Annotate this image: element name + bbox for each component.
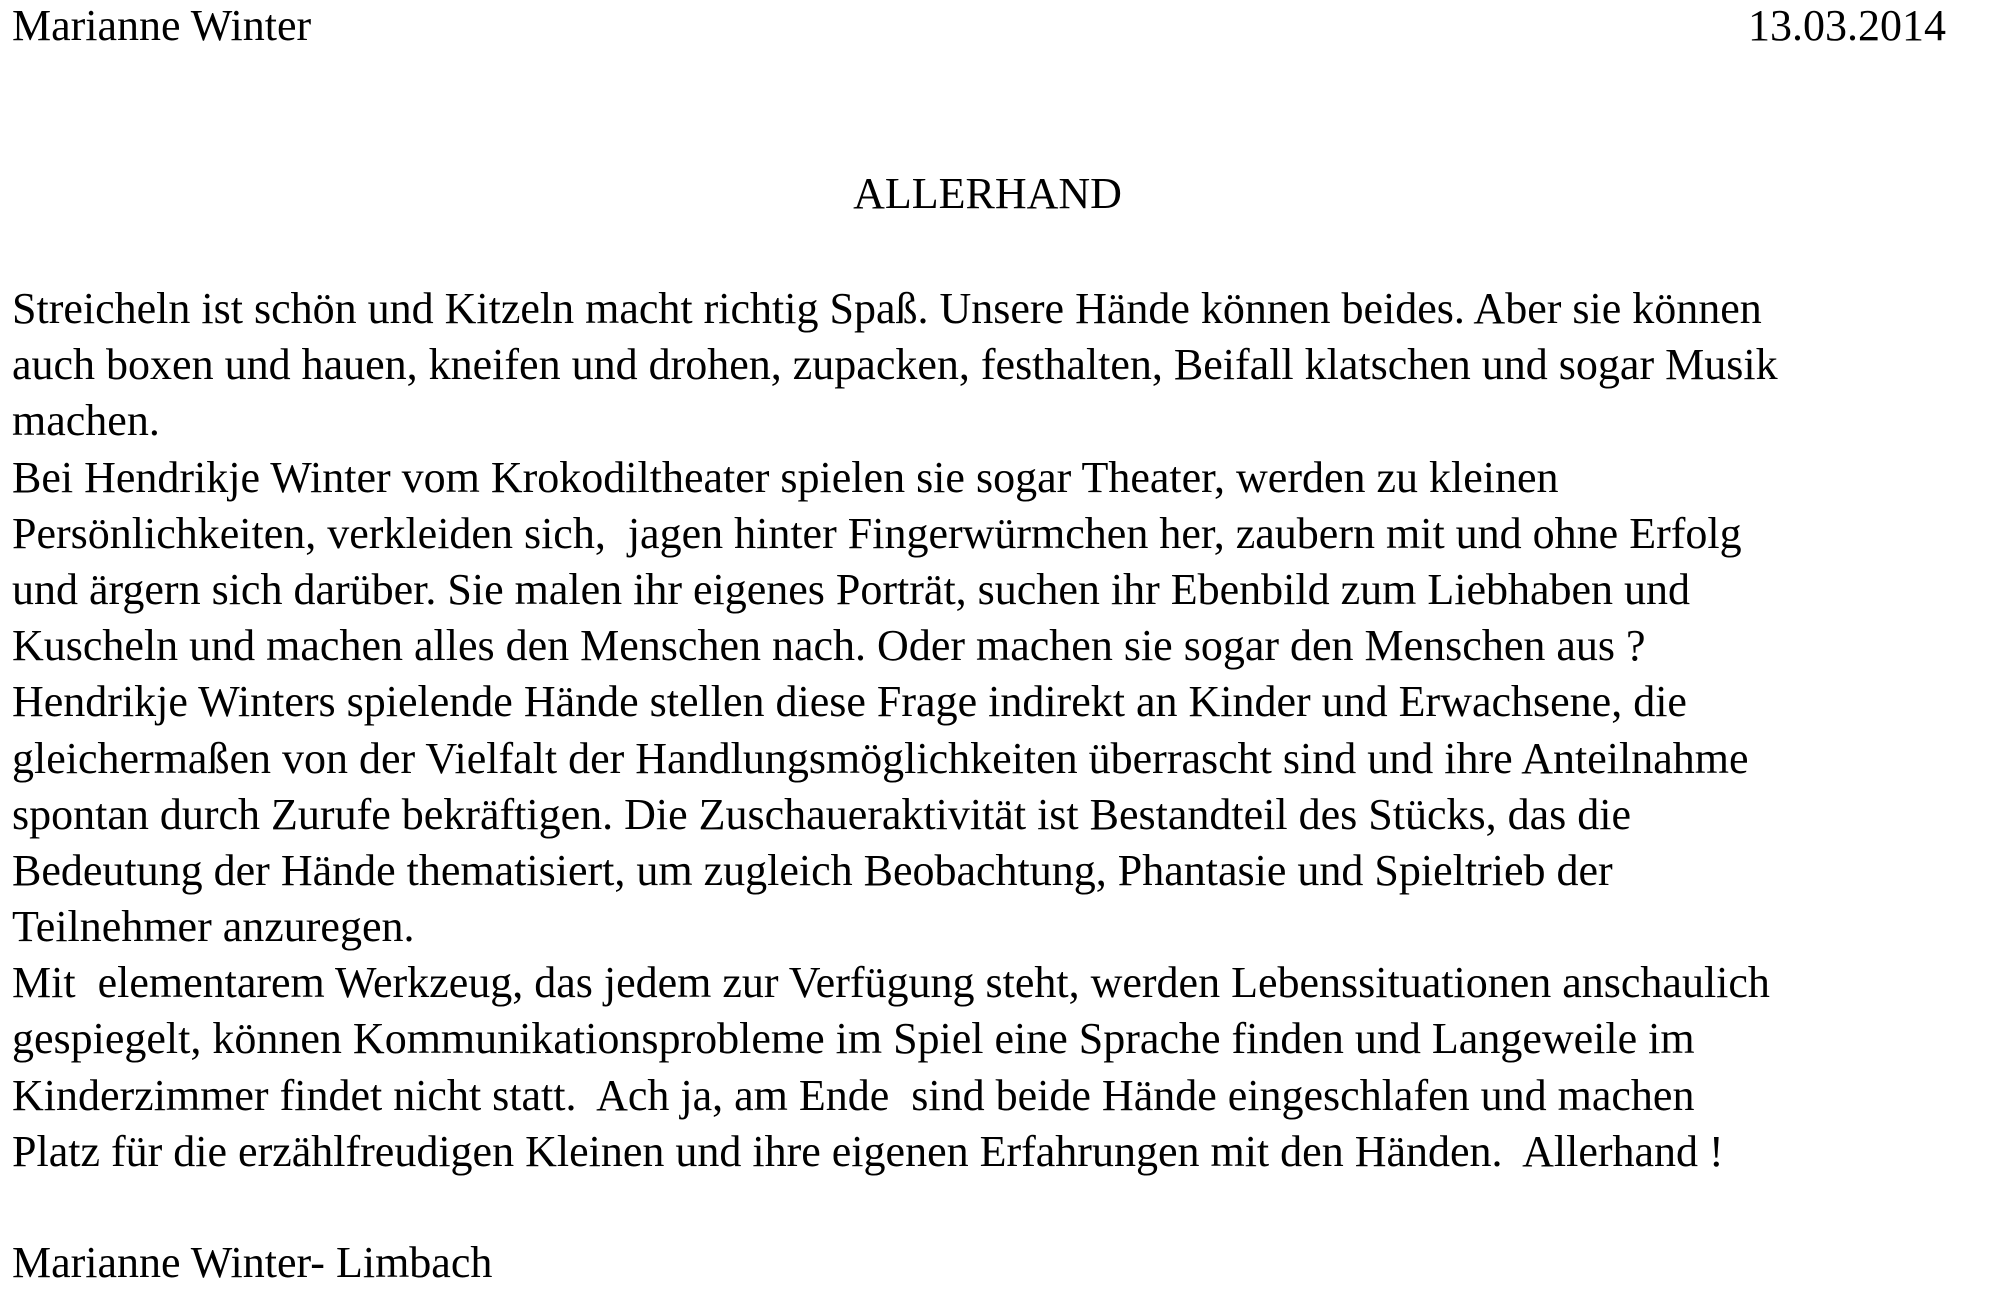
body-line: Kuscheln und machen alles den Menschen nach. Oder machen sie sogar den Menschen aus ? <box>12 621 1646 671</box>
body-line: Streicheln ist schön und Kitzeln macht richtig Spaß. Unsere Hände können beides. Aber sie können <box>12 284 1762 333</box>
body-line: Persönlichkeiten, verkleiden sich, jagen hinter Fingerwürmchen her, zaubern mit und ohne Erfolg <box>12 508 1742 558</box>
body-text <box>12 281 1982 1180</box>
body-line: Platz für die erzählfreudigen Kleinen und ihre eigenen Erfahrungen mit den Händen. Allerhand ! <box>12 1126 1724 1176</box>
header-date: 13.03.2014 <box>1748 1 1946 50</box>
body-line: Mit elementarem Werkzeug, das jedem zur Verfügung steht, werden Lebenssituationen anschaulich <box>12 958 1770 1008</box>
body-line: auch boxen und hauen, kneifen und drohen, zupacken, festhalten, Beifall klatschen und sogar Musik <box>12 340 1778 390</box>
body-line: Hendrikje Winters spielende Hände stellen diese Frage indirekt an Kinder und Erwachsene, die <box>12 677 1687 727</box>
document-title: ALLERHAND <box>853 169 1122 218</box>
body-line: Bedeutung der Hände thematisiert, um zugleich Beobachtung, Phantasie und Spieltrieb der <box>12 845 1613 895</box>
body-line: machen. <box>12 396 160 446</box>
body-line: spontan durch Zurufe bekräftigen. Die Zuschaueraktivität ist Bestandteil des Stücks, das die <box>12 789 1631 839</box>
body-line: und ärgern sich darüber. Sie malen ihr eigenes Porträt, suchen ihr Ebenbild zum Liebhaben und <box>12 564 1691 614</box>
body-line: Teilnehmer anzuregen. <box>12 902 415 952</box>
body-line: gleichermaßen von der Vielfalt der Handlungsmöglichkeiten überrascht sind und ihre Anteilnahme <box>12 733 1749 783</box>
header-author: Marianne Winter <box>12 1 312 50</box>
body-line: Kinderzimmer findet nicht statt. Ach ja, am Ende sind beide Hände eingeschlafen und machen <box>12 1070 1695 1120</box>
signature: Marianne Winter- Limbach <box>12 1238 493 1287</box>
body-line: gespiegelt, können Kommunikationsprobleme im Spiel eine Sprache finden und Langeweile im <box>12 1014 1695 1064</box>
body-line: Bei Hendrikje Winter vom Krokodiltheater spielen sie sogar Theater, werden zu kleinen <box>12 452 1559 502</box>
